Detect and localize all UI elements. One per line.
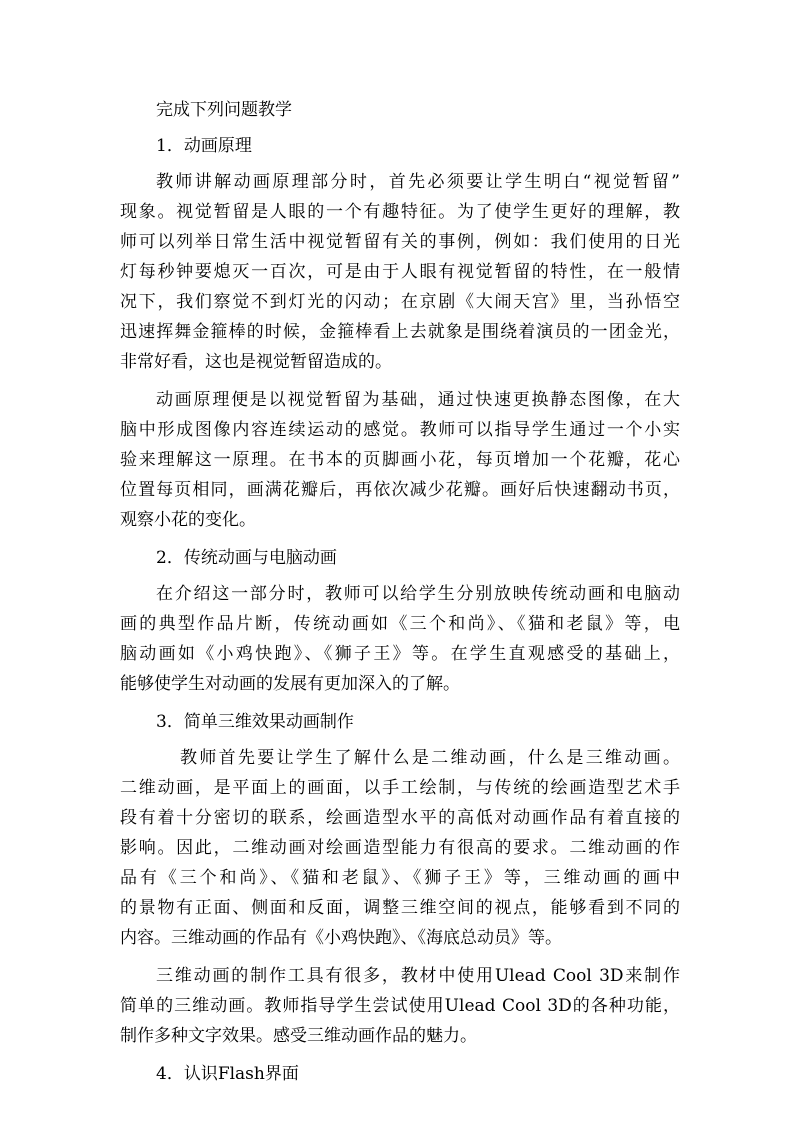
paragraph-line: 迅速挥舞金箍棒的时候，金箍棒看上去就象是围绕着演员的一团金光， bbox=[120, 322, 680, 342]
paragraph-line: 能够使学生对动画的发展有更加深入的了解。 bbox=[120, 674, 460, 694]
document-title: 完成下列问题教学 bbox=[156, 100, 292, 120]
paragraph-line: 况下，我们察觉不到灯光的闪动；在京剧《大闹天宫》里，当孙悟空 bbox=[120, 292, 680, 312]
paragraph-line: 画的典型作品片断，传统动画如《三个和尚》、《猫和老鼠》等，电 bbox=[120, 614, 680, 634]
paragraph-line: 的景物有正面、侧面和反面，调整三维空间的视点，能够看到不同的 bbox=[120, 898, 680, 918]
section-heading-1: 1．动画原理 bbox=[156, 136, 252, 156]
paragraph-line: 教师讲解动画原理部分时，首先必须要让学生明白“视觉暂留” bbox=[156, 172, 680, 192]
paragraph-line: 现象。视觉暂留是人眼的一个有趣特征。为了使学生更好的理解，教 bbox=[120, 202, 680, 222]
paragraph-line: 简单的三维动画。教师指导学生尝试使用Ulead Cool 3D的各种功能， bbox=[120, 996, 680, 1016]
paragraph-line: 品有《三个和尚》、《猫和老鼠》、《狮子王》等，三维动画的画中 bbox=[120, 868, 680, 888]
paragraph-line: 师可以列举日常生活中视觉暂留有关的事例，例如：我们使用的日光 bbox=[120, 232, 680, 252]
paragraph-line: 观察小花的变化。 bbox=[120, 510, 256, 530]
paragraph-line: 影响。因此，二维动画对绘画造型能力有很高的要求。二维动画的作 bbox=[120, 838, 680, 858]
paragraph-line: 二维动画，是平面上的画面，以手工绘制，与传统的绘画造型艺术手 bbox=[120, 778, 680, 798]
section-heading-3: 3．简单三维效果动画制作 bbox=[156, 712, 354, 732]
paragraph-line: 段有着十分密切的联系，绘画造型水平的高低对动画作品有着直接的 bbox=[120, 808, 680, 828]
paragraph-line: 制作多种文字效果。感受三维动画作品的魅力。 bbox=[120, 1026, 477, 1046]
paragraph-line: 脑中形成图像内容连续运动的感觉。教师可以指导学生通过一个小实 bbox=[120, 420, 680, 440]
section-heading-4: 4．认识Flash界面 bbox=[156, 1064, 299, 1084]
paragraph-line: 三维动画的制作工具有很多，教材中使用Ulead Cool 3D来制作 bbox=[156, 966, 680, 986]
paragraph-line: 教师首先要让学生了解什么是二维动画，什么是三维动画。 bbox=[180, 748, 680, 768]
paragraph-line: 脑动画如《小鸡快跑》、《狮子王》等。在学生直观感受的基础上， bbox=[120, 644, 680, 664]
paragraph-line: 内容。三维动画的作品有《小鸡快跑》、《海底总动员》等。 bbox=[120, 928, 562, 948]
paragraph-line: 动画原理便是以视觉暂留为基础，通过快速更换静态图像，在大 bbox=[156, 390, 680, 410]
paragraph-line: 非常好看，这也是视觉暂留造成的。 bbox=[120, 352, 392, 372]
paragraph-line: 灯每秒钟要熄灭一百次，可是由于人眼有视觉暂留的特性，在一般情 bbox=[120, 262, 680, 282]
paragraph-line: 验来理解这一原理。在书本的页脚画小花，每页增加一个花瓣，花心 bbox=[120, 450, 680, 470]
section-heading-2: 2．传统动画与电脑动画 bbox=[156, 548, 337, 568]
paragraph-line: 位置每页相同，画满花瓣后，再依次减少花瓣。画好后快速翻动书页， bbox=[120, 480, 680, 500]
paragraph-line: 在介绍这一部分时，教师可以给学生分别放映传统动画和电脑动 bbox=[156, 584, 680, 604]
